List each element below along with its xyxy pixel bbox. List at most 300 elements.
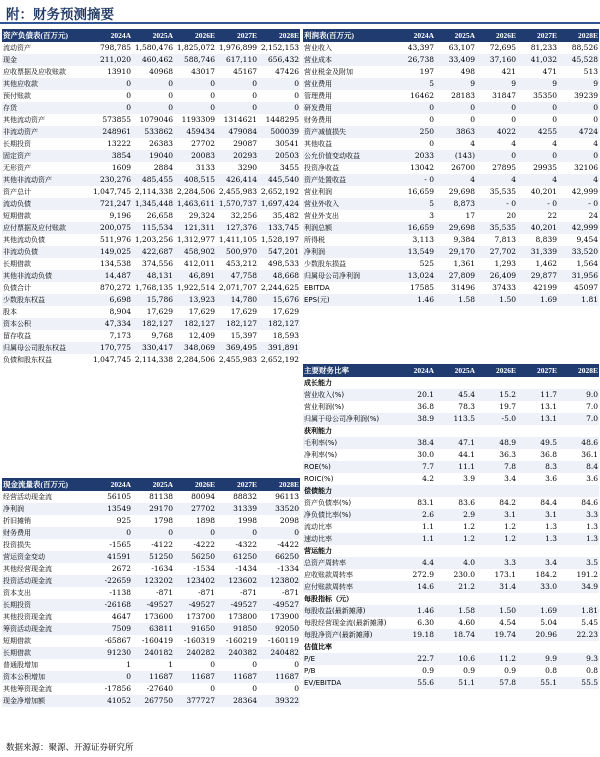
cell-value: 29,324 [188, 211, 215, 220]
cell-value: 32106 [574, 163, 598, 172]
cell-value: 1798 [153, 516, 173, 525]
cell-value: 498,533 [267, 259, 299, 268]
cell-value: 1.2 [476, 533, 517, 545]
row-label: 每股收益(最新摊薄) [303, 605, 395, 617]
cell-value: 45167 [233, 67, 257, 76]
column-header: 2025A [435, 364, 476, 377]
cell-value: 0 [558, 102, 599, 114]
cell-value: 13.1 [517, 413, 558, 425]
table-row [303, 126, 599, 138]
cell-value: 0 [210, 660, 215, 669]
row-label: 流动比率 [304, 523, 332, 531]
cell-value: 240482 [258, 647, 300, 659]
row-label: 资产处置收益 [303, 174, 395, 186]
row-label: 营运能力 [304, 547, 332, 555]
cell-value: 39322 [258, 695, 300, 707]
row-label: 营业收入(%) [303, 389, 395, 401]
cell-value: 56105 [107, 492, 131, 501]
table-row [2, 234, 300, 246]
cell-value: -160119 [267, 636, 299, 645]
row-label: 资产负债率(%) [304, 499, 352, 507]
cell-value: 7509 [92, 623, 132, 635]
cell-value: 3.3 [558, 509, 599, 521]
column-header: 2027E [216, 478, 258, 491]
cell-value: 63811 [132, 623, 174, 635]
cell-value: 588,746 [174, 54, 216, 66]
table-row [2, 551, 300, 563]
column-header: 2024A [395, 29, 435, 42]
cell-value: -4422 [277, 540, 299, 549]
cell-value: 31847 [492, 91, 516, 100]
row-label: 所得税 [304, 236, 325, 244]
cell-value: 421 [501, 67, 516, 76]
cell-value: 11.7 [517, 389, 558, 401]
cell-value [476, 545, 517, 557]
row-label: 归属母公司净利润 [303, 270, 395, 282]
cell-value: 3.6 [545, 474, 557, 483]
table-title: 利润表(百万元) [303, 29, 395, 42]
cell-value: 3.1 [517, 509, 558, 521]
row-label: 流动资产 [3, 44, 31, 52]
cell-value: 9.9 [517, 653, 558, 665]
cell-value: 33,409 [435, 54, 476, 66]
cell-value: 1.58 [435, 294, 476, 306]
cell-value: 170,775 [92, 342, 132, 354]
table-row [2, 294, 300, 306]
row-label: 应付票据及应付账款 [2, 222, 92, 234]
column-header: 2027E [517, 29, 558, 42]
cell-value: 197 [419, 67, 434, 76]
cell-value: 36.3 [499, 450, 516, 459]
table-row [2, 683, 300, 695]
table-row [303, 497, 599, 509]
cell-value: 459434 [174, 126, 216, 138]
cell-value: 230,276 [92, 174, 132, 186]
cell-value: 20.1 [395, 389, 435, 401]
row-label: 负债和股东权益 [3, 356, 52, 364]
cell-value: 14.6 [395, 581, 435, 593]
row-label: 短期借款 [3, 212, 31, 220]
row-label: P/B [304, 667, 316, 675]
cell-value: 13222 [107, 139, 131, 148]
column-header: 2026E [476, 29, 517, 42]
cell-value [395, 593, 435, 605]
cell-value [517, 545, 558, 557]
table-row [2, 186, 300, 198]
cell-value: 0 [294, 684, 299, 693]
cell-value: 408,515 [174, 174, 216, 186]
cell-value: 123602 [216, 575, 258, 587]
cell-value: -27640 [146, 684, 173, 693]
cell-value: 4 [470, 139, 475, 148]
column-header: 2025A [132, 478, 174, 491]
cell-value: 2672 [111, 564, 131, 573]
balance-sheet-table [2, 29, 300, 366]
row-label: 固定资产 [2, 150, 92, 162]
cell-value: (143) [435, 150, 476, 162]
cell-value: 4.4 [395, 557, 435, 569]
cell-value: -4222 [193, 540, 215, 549]
cell-value: 88832 [233, 492, 257, 501]
column-header: 2026E [476, 364, 517, 377]
row-label: 成长能力 [304, 379, 332, 387]
row-label: 其他流动负债 [3, 236, 45, 244]
data-source-note: 数据来源：聚源、开源证券研究所 [6, 743, 134, 753]
cell-value: 83.6 [458, 498, 475, 507]
cell-value: 1,463,611 [174, 198, 216, 210]
cell-value: 2098 [279, 516, 299, 525]
cell-value: 1.1 [395, 533, 435, 545]
cell-value: 0 [132, 78, 174, 90]
cell-value: 369,495 [216, 342, 258, 354]
cell-value: 48.6 [558, 437, 599, 449]
cell-value: 240282 [174, 647, 216, 659]
table-row [303, 521, 599, 533]
table-row [303, 665, 599, 677]
cell-value: 1898 [195, 516, 215, 525]
cell-value: 4 [476, 174, 517, 186]
row-label: 应收票据及应收账款 [3, 68, 66, 76]
cell-value: 11.2 [476, 653, 517, 665]
table-row [303, 581, 599, 593]
column-header: 2028E [558, 364, 599, 377]
row-label: 营业利润(%) [304, 403, 345, 411]
table-row [303, 545, 599, 557]
cell-value [517, 377, 558, 389]
table-row [2, 659, 300, 671]
cell-value: 3.4 [504, 474, 516, 483]
row-label: 营业外支出 [304, 212, 339, 220]
cell-value [517, 485, 558, 497]
cell-value: 1.58 [435, 605, 476, 617]
cell-value: 5.04 [540, 618, 557, 627]
row-label: 筹资活动现金流 [2, 623, 92, 635]
cell-value: 348,069 [174, 342, 216, 354]
cell-value: 1.46 [395, 605, 435, 617]
cell-value: 547,201 [258, 246, 300, 258]
cell-value: 15.2 [476, 389, 517, 401]
row-label: 营业外收入 [303, 198, 395, 210]
row-label: 研发费用 [303, 102, 395, 114]
cell-value: 1,312,977 [176, 235, 215, 244]
cell-value: 15,786 [132, 294, 174, 306]
row-label: 流动负债 [2, 198, 92, 210]
cell-value: 4 [552, 139, 557, 148]
cell-value: 0 [174, 102, 216, 114]
cell-value: 0 [552, 115, 557, 124]
cell-value: 22.23 [558, 629, 599, 641]
cell-value: 0 [476, 102, 517, 114]
cell-value: 34.9 [558, 581, 599, 593]
cell-value: 1 [126, 660, 131, 669]
cell-value: 6.30 [417, 618, 434, 627]
cell-value: 173800 [228, 612, 257, 621]
cell-value: 12,409 [188, 331, 215, 340]
cell-value: -1334 [277, 564, 299, 573]
cell-value: -49527 [174, 599, 216, 611]
table-row [2, 671, 300, 683]
row-label: 偿债能力 [303, 485, 395, 497]
cell-value [435, 593, 476, 605]
cell-value: 11687 [132, 671, 174, 683]
row-label: 毛利率(%) [303, 437, 395, 449]
cell-value: 1,462 [535, 259, 557, 268]
row-label: 净利润 [2, 503, 92, 515]
column-header: 2024A [395, 364, 435, 377]
cell-value: 84.6 [581, 498, 598, 507]
cell-value: 29,877 [517, 270, 558, 282]
cell-value: 1,697,424 [258, 198, 300, 210]
table-row [303, 294, 599, 306]
cell-value: 123402 [174, 575, 216, 587]
row-label: 非流动负债 [2, 246, 92, 258]
income-statement-table [303, 29, 599, 306]
table-row [303, 629, 599, 641]
cell-value: 96113 [275, 492, 299, 501]
cell-value: 27,809 [435, 270, 476, 282]
cell-value: 471 [542, 67, 557, 76]
table-row [2, 330, 300, 342]
cell-value: 500,970 [216, 246, 258, 258]
cell-value: -17856 [104, 684, 131, 693]
cell-value: 9.3 [558, 653, 599, 665]
cell-value: 2,284,506 [176, 187, 215, 196]
row-label: 财务费用 [2, 527, 92, 539]
table-row [303, 198, 599, 210]
cell-value: 26383 [149, 139, 173, 148]
cell-value: 2,455,983 [218, 355, 257, 364]
cell-value: 36.8 [417, 402, 434, 411]
cell-value: 1.2 [435, 533, 476, 545]
table-header-row [303, 29, 599, 42]
cell-value: 445,540 [258, 174, 300, 186]
cell-value: 2033 [395, 150, 435, 162]
financial-ratios-table [303, 364, 599, 689]
cell-value: 0 [92, 527, 132, 539]
cell-value: 1,976,899 [218, 43, 257, 52]
cell-value: 9,454 [576, 235, 598, 244]
table-row [2, 282, 300, 294]
cell-value: 1,922,514 [176, 283, 215, 292]
cell-value: 460,462 [132, 54, 174, 66]
cell-value: 16,659 [395, 222, 435, 234]
cell-value: 26,658 [146, 211, 173, 220]
row-label: 普通股增加 [3, 661, 38, 669]
cell-value: 0 [252, 660, 257, 669]
table-row [2, 491, 300, 503]
cell-value: 9 [435, 78, 476, 90]
cell-value: 1.3 [558, 533, 599, 545]
cell-value: 43,397 [407, 43, 434, 52]
row-label: 管理费用 [304, 92, 332, 100]
cell-value: 91230 [92, 647, 132, 659]
cell-value: 20 [506, 211, 516, 220]
cell-value: 13549 [92, 503, 132, 515]
cell-value: 31,339 [517, 246, 558, 258]
row-label: 长期借款 [2, 647, 92, 659]
cell-value: 6,698 [92, 294, 132, 306]
cell-value: 511,976 [99, 235, 131, 244]
cell-value: 1,564 [576, 259, 598, 268]
cell-value: 56250 [174, 551, 216, 563]
cell-value: 3.1 [476, 509, 517, 521]
cell-value: 3133 [195, 163, 215, 172]
cell-value: 84.2 [499, 498, 516, 507]
cell-value: 0 [435, 102, 476, 114]
cell-value: 2,114,338 [134, 187, 173, 196]
cell-value: 230.0 [453, 570, 475, 579]
cell-value: -1138 [109, 588, 131, 597]
cell-value: 39239 [574, 91, 598, 100]
row-label: 存货 [2, 102, 92, 114]
cell-value: 533862 [132, 126, 174, 138]
table-row [303, 66, 599, 78]
cell-value: 0 [476, 150, 517, 162]
cell-value: 4 [511, 139, 516, 148]
cell-value: 28183 [451, 91, 475, 100]
cell-value: 1,047,745 [93, 187, 132, 196]
cell-value: 14,487 [92, 270, 132, 282]
cell-value: 36.8 [540, 450, 557, 459]
cell-value: 19040 [132, 150, 174, 162]
cell-value: 22 [547, 211, 557, 220]
row-label: 营业税金及附加 [304, 68, 353, 76]
cell-value: 1.81 [558, 294, 599, 306]
row-label: 少数股东损益 [304, 260, 346, 268]
cell-value: 422,687 [132, 246, 174, 258]
table-row [2, 102, 300, 114]
cell-value [476, 593, 517, 605]
cell-value: 84.4 [540, 498, 557, 507]
cell-value: 40,201 [517, 222, 558, 234]
cell-value: 33,520 [558, 246, 599, 258]
row-label: 营运资金变动 [2, 551, 92, 563]
cash-flow-table [2, 478, 300, 707]
column-header: 2028E [558, 29, 599, 42]
cell-value: 498 [460, 67, 475, 76]
cell-value: 35350 [533, 91, 557, 100]
cell-value: 29087 [233, 139, 257, 148]
cell-value: 211,020 [92, 54, 132, 66]
table-row [2, 342, 300, 354]
cell-value: 182,127 [258, 318, 300, 330]
cell-value: 35,482 [272, 211, 299, 220]
cell-value: 43017 [191, 67, 215, 76]
cell-value: 3,113 [412, 235, 434, 244]
cell-value: 20.96 [517, 629, 558, 641]
cell-value: 55.6 [395, 677, 435, 689]
cell-value: 33520 [258, 503, 300, 515]
cell-value: 47,758 [216, 270, 258, 282]
cell-value: 27702 [191, 139, 215, 148]
row-label: 长期借款 [3, 260, 31, 268]
row-label: 经营活动现金流 [3, 493, 52, 501]
cell-value: 7.8 [476, 461, 517, 473]
row-label: 财务费用 [304, 116, 332, 124]
cell-value: 2884 [153, 163, 173, 172]
cell-value: 38.4 [395, 437, 435, 449]
cell-value: 3.6 [586, 474, 598, 483]
cell-value: 8.4 [558, 461, 599, 473]
cell-value: 0 [174, 78, 216, 90]
table-row [2, 270, 300, 282]
table-row [303, 90, 599, 102]
cell-value: 1998 [237, 516, 257, 525]
cell-value: 0 [470, 115, 475, 124]
table-row [303, 461, 599, 473]
table-row [2, 623, 300, 635]
cell-value: 16462 [410, 91, 434, 100]
row-label: EPS(元) [303, 294, 395, 306]
row-label: 其他筹资现金流 [3, 685, 52, 693]
cell-value: 35,535 [476, 222, 517, 234]
table-row [303, 174, 599, 186]
cell-value: 27,702 [476, 246, 517, 258]
cell-value: 1.3 [545, 522, 557, 531]
cell-value: 1,361 [453, 259, 475, 268]
table-title: 现金流量表(百万元) [2, 478, 92, 491]
table-row [303, 222, 599, 234]
cell-value: 51250 [132, 551, 174, 563]
row-label: 其他非流动负债 [2, 270, 92, 282]
cell-value: 33.0 [517, 581, 558, 593]
cell-value: 5.45 [581, 618, 598, 627]
table-row [303, 246, 599, 258]
cell-value: 11687 [174, 671, 216, 683]
cell-value: 525 [419, 259, 434, 268]
cell-value: 31,956 [558, 270, 599, 282]
row-label: 营业利润 [304, 188, 332, 196]
title-divider [0, 22, 600, 24]
row-label: 投资净收益 [304, 164, 339, 172]
cell-value: -871 [198, 588, 215, 597]
cell-value: 0 [511, 115, 516, 124]
cell-value: 11687 [258, 671, 300, 683]
cell-value: - 0 [476, 198, 517, 210]
cell-value: 32,256 [230, 211, 257, 220]
cell-value: 617,110 [216, 54, 258, 66]
cell-value: -4322 [235, 540, 257, 549]
cell-value: 20083 [174, 150, 216, 162]
cell-value: 41591 [92, 551, 132, 563]
row-label: 其他流动资产 [3, 116, 45, 124]
cell-value: 26,738 [395, 54, 435, 66]
cell-value: 9,384 [453, 235, 475, 244]
cell-value: 123202 [132, 575, 174, 587]
cell-value: 20293 [216, 150, 258, 162]
table-row [303, 258, 599, 270]
cell-value: 1 [168, 660, 173, 669]
cell-value: 0 [216, 527, 258, 539]
cell-value: 40,201 [530, 187, 557, 196]
cell-value: 4.54 [499, 618, 516, 627]
column-header: 2028E [258, 478, 300, 491]
row-label: 无形资产 [3, 164, 31, 172]
cell-value: 1,047,745 [93, 355, 132, 364]
page-title: 附：财务预测摘要 [6, 7, 114, 23]
cell-value: 11687 [216, 671, 258, 683]
cell-value: 1,825,072 [176, 43, 215, 52]
cell-value: -1634 [151, 564, 173, 573]
cell-value: 0 [517, 102, 558, 114]
cell-value [395, 377, 435, 389]
column-header: 2027E [517, 364, 558, 377]
table-row [303, 210, 599, 222]
cell-value: - 0 [517, 198, 558, 210]
cell-value: 4 [593, 139, 598, 148]
cell-value: 2,652,192 [260, 187, 299, 196]
cell-value [558, 425, 599, 437]
